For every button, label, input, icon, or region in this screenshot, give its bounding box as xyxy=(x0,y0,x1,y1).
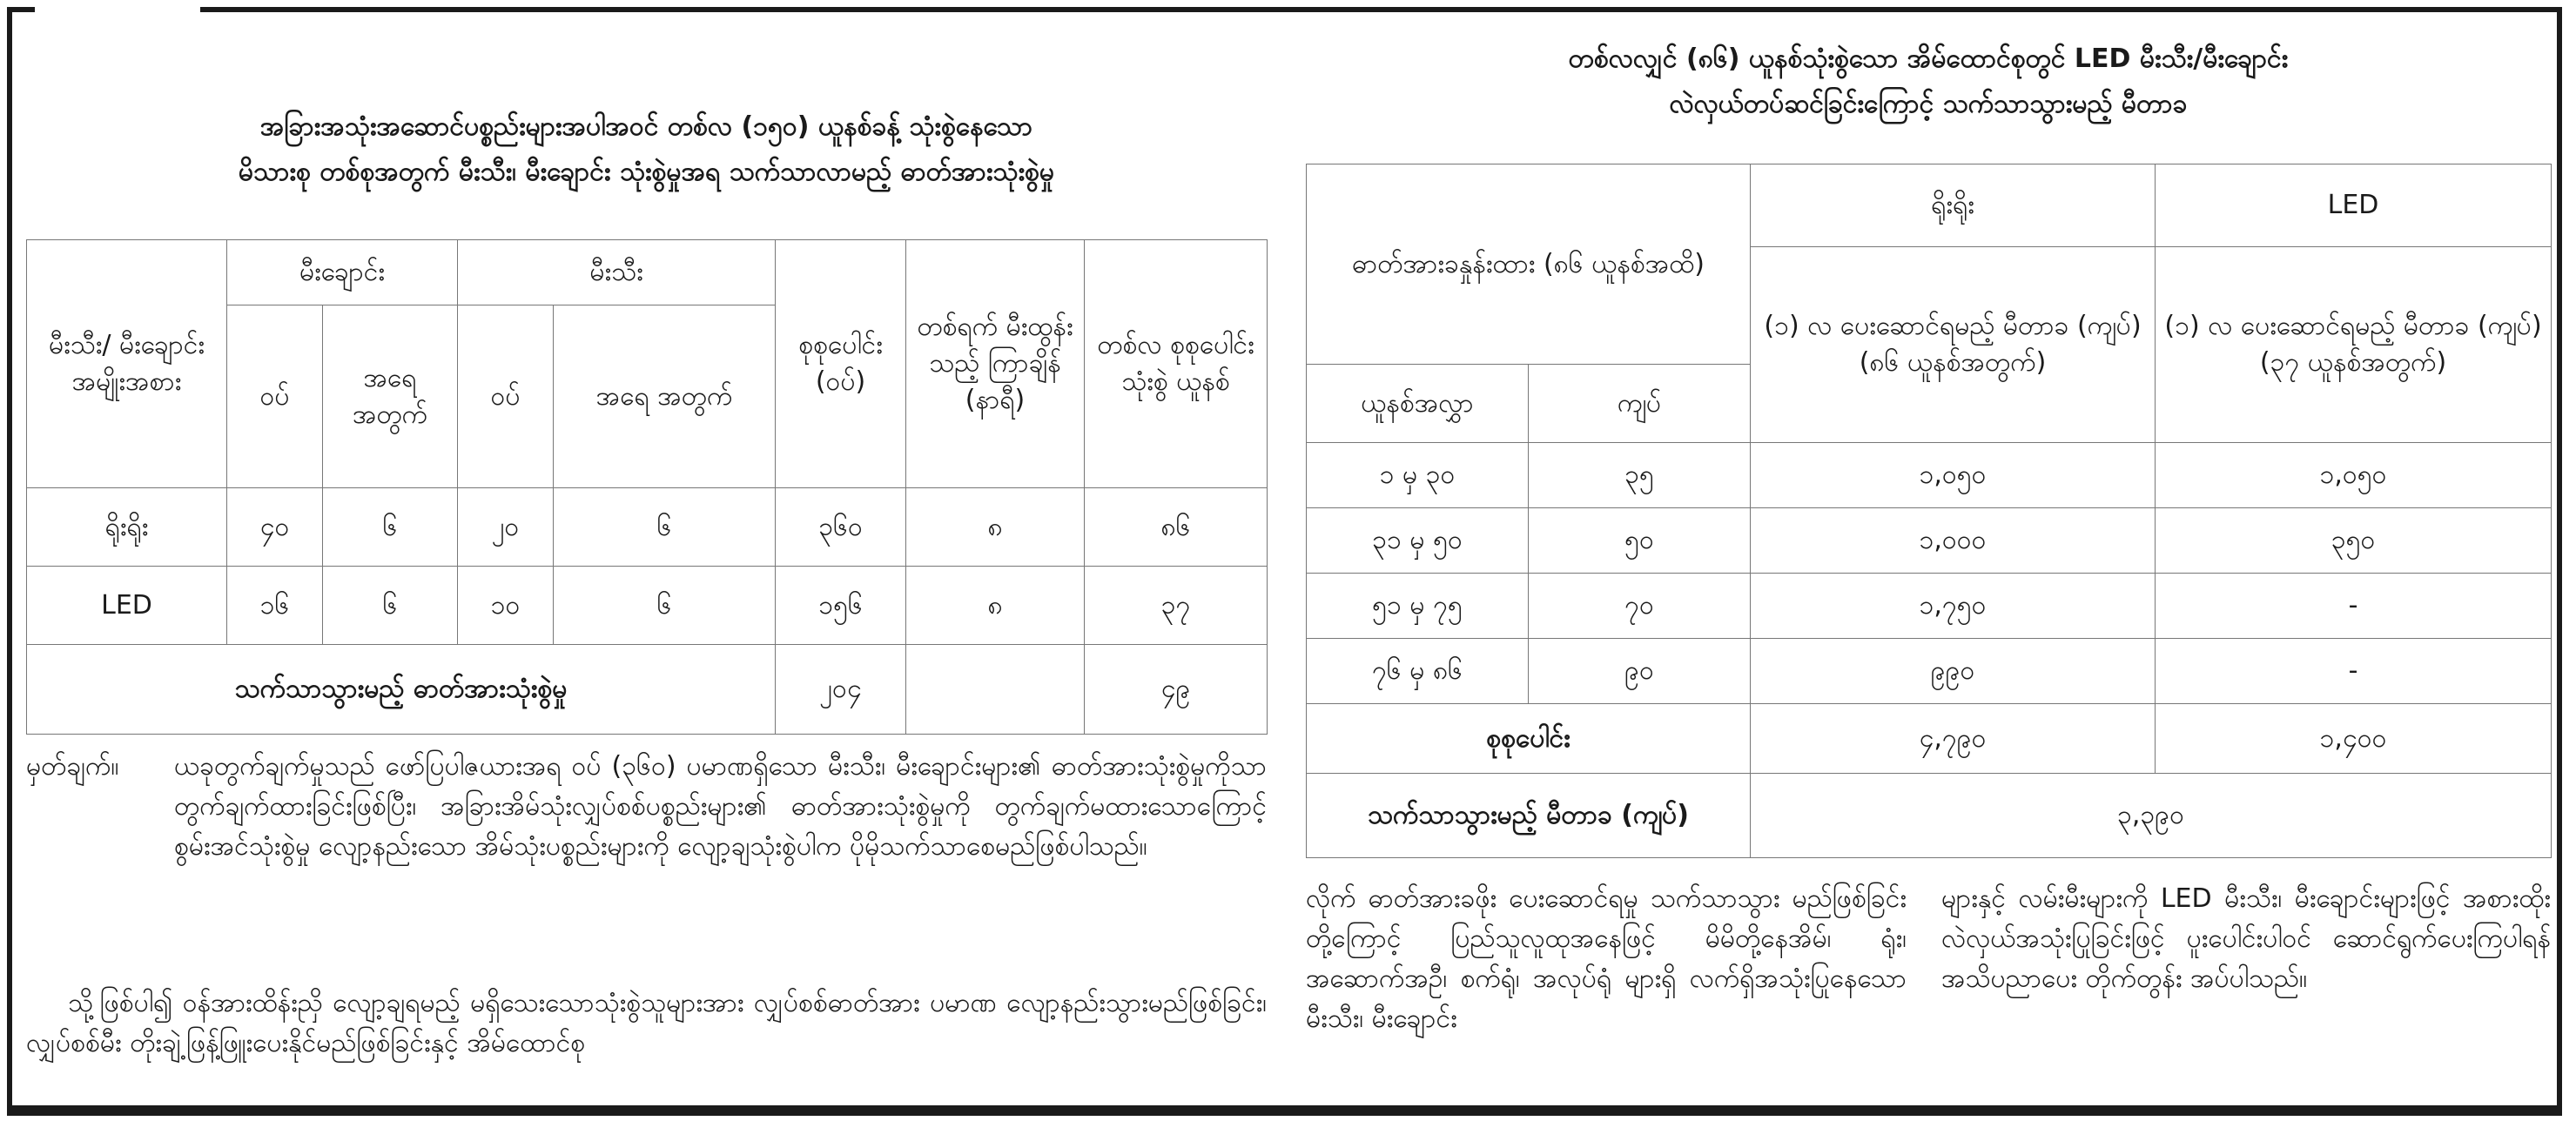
row-total-watt: ၁၅၆ xyxy=(776,567,906,645)
left-title-line1: အခြားအသုံးအဆောင်ပစ္စည်းများအပါအဝင် တစ်လ (၁၅၀) ယူနစ်ခန့် သုံးစွဲနေသော xyxy=(259,111,1033,142)
header-tube: မီးချောင်း xyxy=(227,240,458,305)
saving-meter-label: သက်သာသွားမည့် မီတာခ (ကျပ်) xyxy=(1307,774,1751,858)
row-tube-watt: ၁၆ xyxy=(227,567,323,645)
table-row xyxy=(1307,639,2552,704)
total-led: ၁,၄၀၀ xyxy=(2156,704,2552,774)
header-rate: ဓာတ်အားခနှုန်းထား (၈၆ ယူနစ်အထိ) xyxy=(1307,164,1751,365)
table-row xyxy=(1307,574,2552,639)
header-bulb-watt: ဝပ် xyxy=(458,305,554,488)
row-range: ၇၆ မှ ၈၆ xyxy=(1307,639,1529,704)
saving-label: သက်သာသွားမည့် ဓာတ်အားသုံးစွဲမှု xyxy=(27,645,776,735)
saving-units: ၄၉ xyxy=(1085,645,1268,735)
saving-watt: ၂၀၄ xyxy=(776,645,906,735)
row-kyat: ၅၀ xyxy=(1529,508,1751,574)
total-label: စုစုပေါင်း xyxy=(1307,704,1751,774)
row-kyat: ၉၀ xyxy=(1529,639,1751,704)
right-paragraph-col1: လိုက် ဓာတ်အားခဖိုး ပေးဆောင်ရမှု သက်သာသွား မည်ဖြစ်ခြင်းတို့ကြောင့် ပြည်သူလူထုအနေဖြင့် မိမိတို့နေအိမ်၊ ရုံး၊ အဆောက်အဦ၊ စက်ရုံ၊ အလုပ်ရုံ များရှိ လက်ရှိအသုံးပြုနေသော မီးသီး၊ မီးချောင်း xyxy=(1306,883,1907,1034)
row-normal: ၁,၀၀၀ xyxy=(1751,508,2156,574)
total-normal: ၄,၇၉၀ xyxy=(1751,704,2156,774)
header-led: LED xyxy=(2156,164,2552,247)
header-type: မီးသီး/ မီးချောင်း အမျိုးအစား xyxy=(27,240,227,488)
frame-bottom-bar xyxy=(7,1109,2562,1116)
row-bulb-watt: ၁၀ xyxy=(458,567,554,645)
left-title-line2: မိသားစု တစ်စုအတွက် မီးသီး၊ မီးချောင်း သုံးစွဲမှုအရ သက်သာလာမည့် ဓာတ်အားသုံးစွဲမှု xyxy=(238,157,1055,187)
frame-tab-gap xyxy=(35,0,200,14)
row-range: ၃၁ မှ ၅၀ xyxy=(1307,508,1529,574)
table-row xyxy=(1307,508,2552,574)
note-text: ယခုတွက်ချက်မှုသည် ဖော်ပြပါဇယားအရ ဝပ် (၃၆၀) ပမာဏရှိသော မီးသီး၊ မီးချောင်းများ၏ ဓာတ်အားသုံးစွဲမှုကိုသာ တွက်ချက်ထားခြင်းဖြစ်ပြီး၊ အခြားအိမ်သုံးလျှပ်စစ်ပစ္စည်းများ၏ ဓာတ်အားသုံးစွဲမှုကို တွက်ချက်မထားသောကြောင့် စွမ်းအင်သုံးစွဲမှု လျော့နည်းသော အိမ်သုံးပစ္စည်းများကို လျော့ချသုံးစွဲပါက ပိုမိုသက်သာစေမည်ဖြစ်ပါသည်။ xyxy=(174,751,1267,862)
left-paragraph: သို့ဖြစ်ပါ၍ ဝန်အားထိန်းညှိ လျော့ချရမည့် မရှိသေးသောသုံးစွဲသူများအား လျှပ်စစ်ဓာတ်အား ပမာဏ လျော့နည်းသွားမည်ဖြစ်ခြင်း၊ လျှပ်စစ်မီး တိုးချဲ့ဖြန့်ဖြူးပေးနိုင်မည်ဖြစ်ခြင်းနှင့် အိမ်ထောင်စု xyxy=(26,988,1267,1058)
saving-meter-value: ၃,၃၉၀ xyxy=(1751,774,2552,858)
left-title xyxy=(26,104,1267,195)
row-hours: ၈ xyxy=(906,567,1085,645)
row-tube-count: ၆ xyxy=(323,567,458,645)
row-units: ၈၆ xyxy=(1085,488,1268,567)
row-type: ရိုးရိုး xyxy=(27,488,227,567)
header-units-range: ယူနစ်အလွှာ xyxy=(1307,365,1529,443)
table-row xyxy=(1307,443,2552,508)
row-hours: ၈ xyxy=(906,488,1085,567)
header-bulb: မီးသီး xyxy=(458,240,776,305)
row-normal: ၁,၇၅၀ xyxy=(1751,574,2156,639)
row-bulb-count: ၆ xyxy=(554,488,776,567)
row-led: - xyxy=(2156,574,2552,639)
right-title xyxy=(1306,37,2551,127)
row-kyat: ၃၅ xyxy=(1529,443,1751,508)
header-units: တစ်လ စုစုပေါင်း သုံးစွဲ ယူနစ် xyxy=(1085,240,1268,488)
right-title-line2: လဲလှယ်တပ်ဆင်ခြင်းကြောင့် သက်သာသွားမည့် မီတာခ xyxy=(1669,89,2188,119)
row-led: ၃၅၀ xyxy=(2156,508,2552,574)
row-normal: ၉၉၀ xyxy=(1751,639,2156,704)
row-tube-watt: ၄၀ xyxy=(227,488,323,567)
row-range: ၅၁ မှ ၇၅ xyxy=(1307,574,1529,639)
table-row xyxy=(27,488,1268,567)
right-paragraph-col2: များနှင့် လမ်းမီးများကို LED မီးသီး၊ မီးချောင်းများဖြင့် အစားထိုးလဲလှယ်အသုံးပြုခြင်းဖြင့် ပူးပေါင်းပါဝင် ဆောင်ရွက်ပေးကြပါရန် အသိပညာပေး တိုက်တွန်း အပ်ပါသည်။ xyxy=(1941,883,2551,994)
row-type: LED xyxy=(27,567,227,645)
header-hours: တစ်ရက် မီးထွန်းသည့် ကြာချိန် (နာရီ) xyxy=(906,240,1085,488)
row-range: ၁ မှ ၃၀ xyxy=(1307,443,1529,508)
row-tube-count: ၆ xyxy=(323,488,458,567)
row-bulb-watt: ၂၀ xyxy=(458,488,554,567)
header-total-watt: စုစုပေါင်း (ဝပ်) xyxy=(776,240,906,488)
right-title-line1: တစ်လလျှင် (၈၆) ယူနစ်သုံးစွဲသော အိမ်ထောင်စုတွင် LED မီးသီး/မီးချောင်း xyxy=(1568,44,2289,74)
saving-row xyxy=(27,645,1268,735)
header-tube-count: အရေ အတွက် xyxy=(323,305,458,488)
right-meter-table xyxy=(1306,164,2552,858)
row-led: ၁,၀၅၀ xyxy=(2156,443,2552,508)
header-led-sub: (၁) လ ပေးဆောင်ရမည့် မီတာခ (ကျပ်) (၃၇ ယူနစ်အတွက်) xyxy=(2156,247,2552,443)
row-led: - xyxy=(2156,639,2552,704)
saving-empty xyxy=(906,645,1085,735)
row-bulb-count: ၆ xyxy=(554,567,776,645)
row-kyat: ၇၀ xyxy=(1529,574,1751,639)
table-row xyxy=(27,567,1268,645)
left-consumption-table xyxy=(26,239,1268,735)
header-normal: ရိုးရိုး xyxy=(1751,164,2156,247)
header-kyat: ကျပ် xyxy=(1529,365,1751,443)
header-normal-sub: (၁) လ ပေးဆောင်ရမည့် မီတာခ (ကျပ်) (၈၆ ယူနစ်အတွက်) xyxy=(1751,247,2156,443)
row-total-watt: ၃၆၀ xyxy=(776,488,906,567)
header-tube-watt: ဝပ် xyxy=(227,305,323,488)
total-row xyxy=(1307,704,2552,774)
row-normal: ၁,၀၅၀ xyxy=(1751,443,2156,508)
header-bulb-count: အရေ အတွက် xyxy=(554,305,776,488)
note-label: မှတ်ချက်။ xyxy=(26,751,119,782)
row-units: ၃၇ xyxy=(1085,567,1268,645)
saving-row xyxy=(1307,774,2552,858)
